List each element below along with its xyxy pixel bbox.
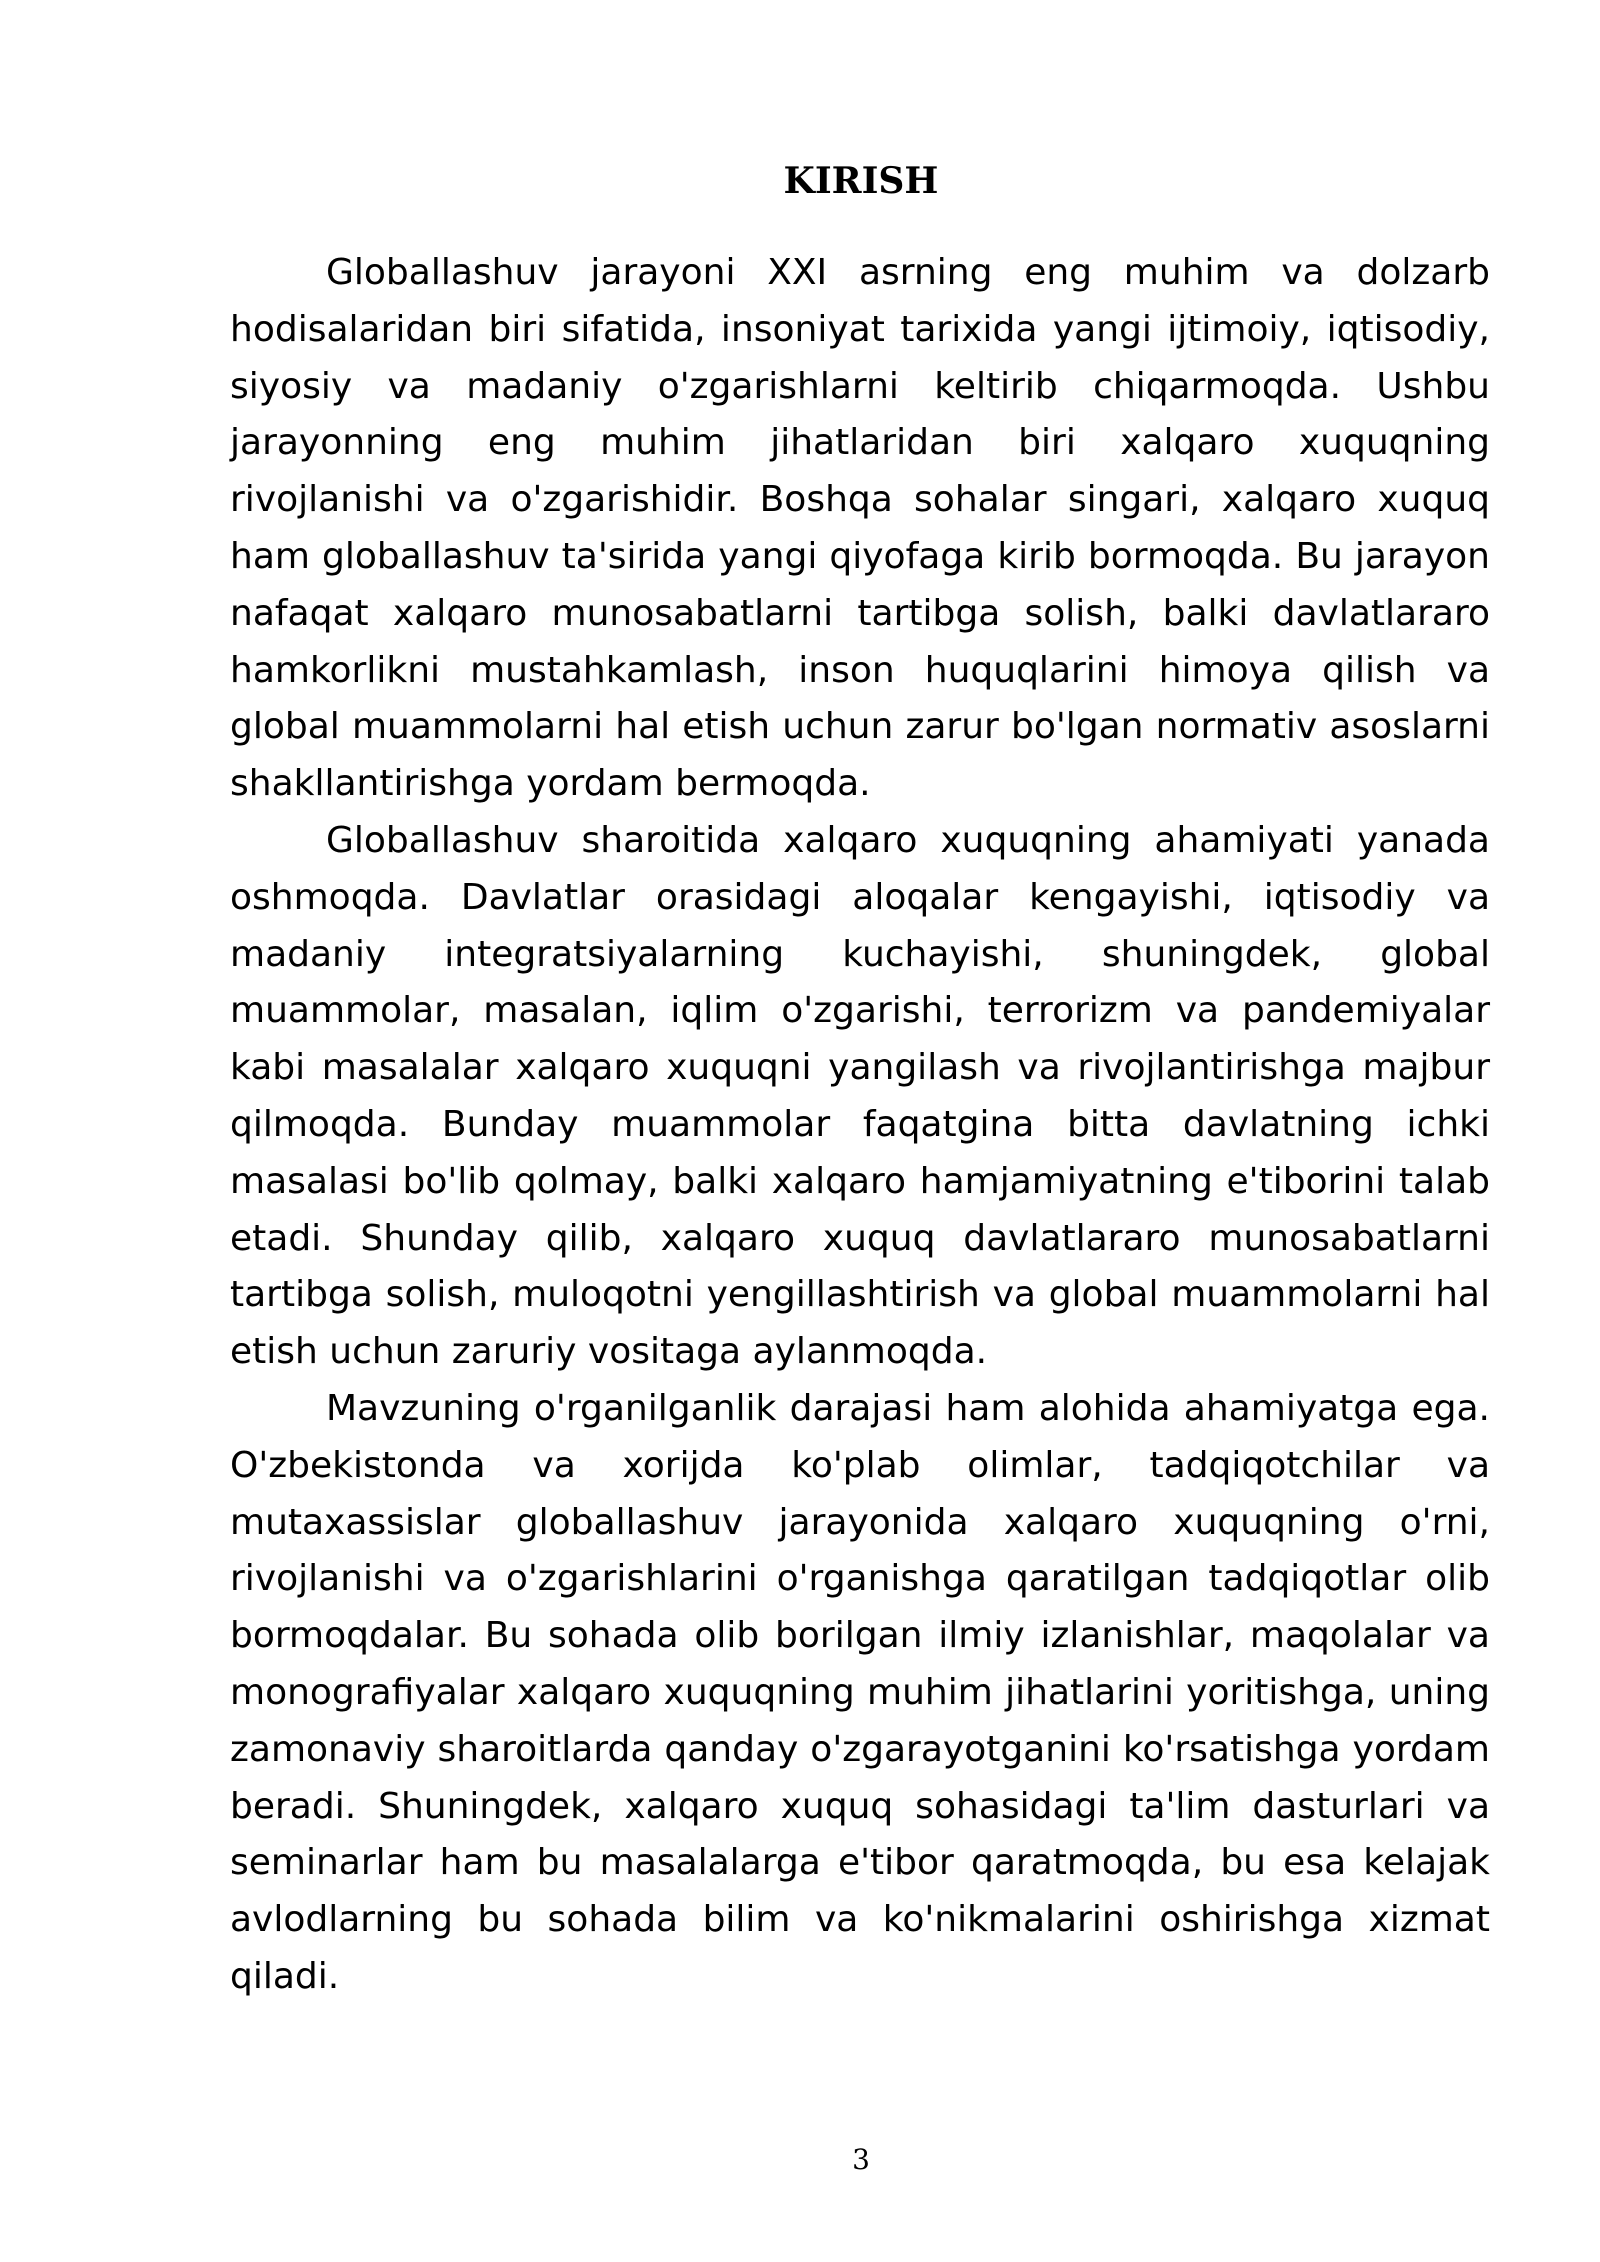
document-body — [230, 245, 1490, 2006]
paragraph-1: Globallashuv jarayoni XXI asrning eng muhim va dolzarb hodisalaridan biri sifatida, insoniyat tarixida yangi ijtimoiy, iqtisodiy, siyosiy va madaniy o'zgarishlarni keltirib chiqarmoqda. Ushbu jarayonning eng muhim jihatlaridan biri xalqaro xuquqning rivojlanishi va o'zgarishidir. Boshqa sohalar singari, xalqaro xuquq ham globallashuv ta'sirida yangi qiyofaga kirib bormoqda. Bu jarayon nafaqat xalqaro munosabatlarni tartibga solish, balki davlatlararo hamkorlikni mustahkamlash, inson huquqlarini himoya qilish va global muammolarni hal etish uchun zarur bo'lgan normativ asoslarni shakllantirishga yordam bermoqda. — [230, 252, 1490, 805]
section-title: KIRISH — [783, 160, 939, 202]
paragraph-3: Mavzuning o'rganilganlik darajasi ham alohida ahamiyatga ega. O'zbekistonda va xorijda ko'plab olimlar, tadqiqotchilar va mutaxassislar globallashuv jarayonida xalqaro xuquqning o'rni, rivojlanishi va o'zgarishlarini o'rganishga qaratilgan tadqiqotlar olib bormoqdalar. Bu sohada olib borilgan ilmiy izlanishlar, maqolalar va monografiyalar xalqaro xuquqning muhim jihatlarini yoritishga, uning zamonaviy sharoitlarda qanday o'zgarayotganini ko'rsatishga yordam beradi. Shuningdek, xalqaro xuquq sohasidagi ta'lim dasturlari va seminarlar ham bu masalalarga e'tibor qaratmoqda, bu esa kelajak avlodlarning bu sohada bilim va ko'nikmalarini oshirishga xizmat qiladi. — [230, 1387, 1490, 1997]
paragraph-2: Globallashuv sharoitida xalqaro xuquqning ahamiyati yanada oshmoqda. Davlatlar orasidagi aloqalar kengayishi, iqtisodiy va madaniy integratsiyalarning kuchayishi, shuningdek, global muammolar, masalan, iqlim o'zgarishi, terrorizm va pandemiyalar kabi masalalar xalqaro xuquqni yangilash va rivojlantirishga majbur qilmoqda. Bunday muammolar faqatgina bitta davlatning ichki masalasi bo'lib qolmay, balki xalqaro hamjamiyatning e'tiborini talab etadi. Shunday qilib, xalqaro xuquq davlatlararo munosabatlarni tartibga solish, muloqotni yengillashtirish va global muammolarni hal etish uchun zaruriy vositaga aylanmoqda. — [230, 819, 1490, 1373]
page-number: 3 — [852, 2143, 870, 2176]
